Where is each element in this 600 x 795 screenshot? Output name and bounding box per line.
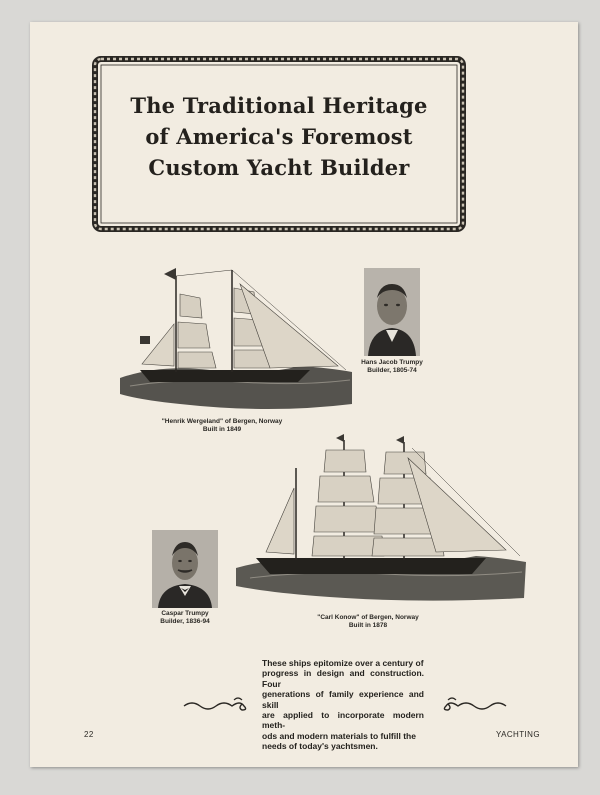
body-line: generations of family experience and skill — [262, 689, 424, 710]
title-line: Custom Yacht Builder — [148, 155, 410, 180]
caption-line: Built in 1878 — [348, 622, 388, 629]
magazine-page — [30, 22, 578, 767]
ship1-caption — [142, 418, 302, 434]
flourish-left-ornament — [182, 696, 250, 714]
ship2-caption — [288, 614, 448, 630]
body-line: ods and modern materials to fulfill the — [262, 730, 416, 741]
magazine-name: YACHTING — [496, 730, 540, 739]
ship-illustration-henrik-wergeland — [120, 254, 352, 410]
portrait1-caption — [352, 359, 432, 375]
title-line: of America's Foremost — [145, 124, 413, 149]
page-title — [92, 90, 466, 183]
portrait-caspar-trumpy — [152, 530, 218, 608]
caption-line: Hans Jacob Trumpy — [361, 359, 423, 366]
body-line: needs of today's yachtsmen. — [262, 741, 378, 752]
caption-line: "Carl Konow" of Bergen, Norway — [317, 614, 419, 621]
caption-line: Builder, 1805-74 — [367, 367, 417, 374]
caption-line: Builder, 1836-94 — [160, 618, 210, 625]
caption-line: Built in 1849 — [202, 426, 242, 433]
title-frame — [92, 56, 466, 232]
flourish-right-ornament — [440, 696, 508, 714]
body-paragraph — [262, 658, 424, 752]
page-number: 22 — [84, 730, 94, 739]
body-line: These ships epitomize over a century of — [262, 658, 424, 668]
ship-illustration-carl-konow — [236, 428, 526, 604]
title-line: The Traditional Heritage — [130, 93, 428, 118]
portrait-hans-jacob-trumpy — [364, 268, 420, 356]
caption-line: "Henrik Wergeland" of Bergen, Norway — [161, 418, 283, 425]
portrait2-caption — [144, 610, 226, 626]
body-line: progress in design and construction. Four — [262, 668, 424, 689]
body-line: are applied to incorporate modern meth- — [262, 710, 424, 731]
caption-line: Caspar Trumpy — [161, 610, 209, 617]
